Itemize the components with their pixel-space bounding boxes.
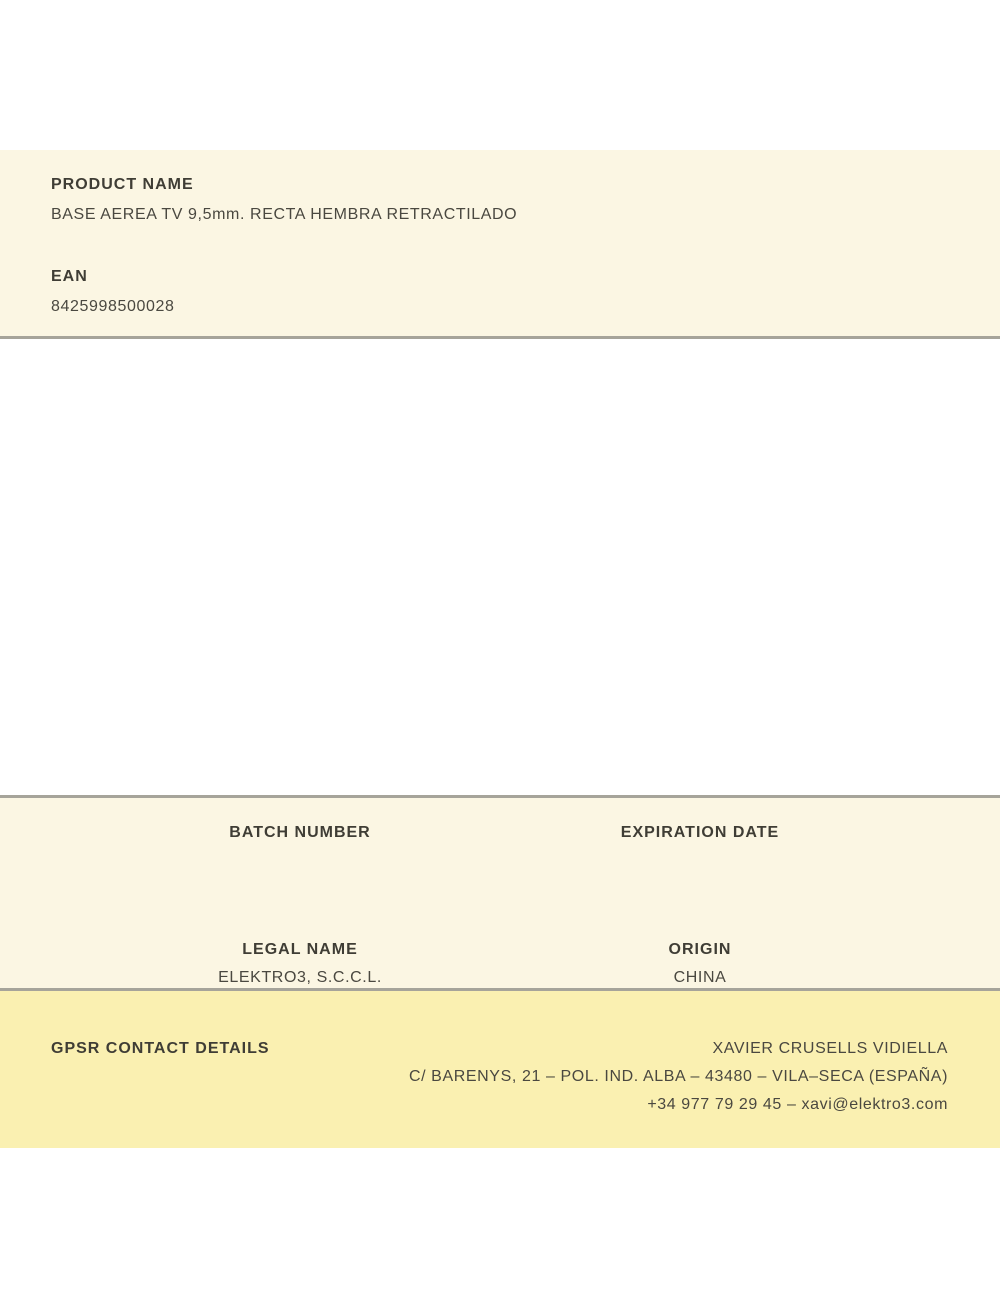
ean-field [51,269,960,315]
batch-origin-section [0,795,1000,991]
expiration-date-label: EXPIRATION DATE [620,824,780,841]
legal-origin-row [100,942,900,986]
product-name-field [51,177,960,223]
gpsr-contact-address: C/ BARENYS, 21 – POL. IND. ALBA – 43480 – VILA–SECA (ESPAÑA) [408,1068,948,1085]
expiration-date-field [500,825,900,869]
gpsr-contact-name: XAVIER CRUSELLS VIDIELLA [712,1040,948,1057]
product-name-value: BASE AEREA TV 9,5mm. RECTA HEMBRA RETRACTILADO [51,206,518,223]
origin-label: ORIGIN [668,941,732,958]
product-info-section [0,150,1000,339]
gpsr-contact-phone-email: +34 977 79 29 45 – xavi@elektro3.com [647,1096,948,1113]
expiration-date-value [500,852,900,869]
legal-name-value: ELEKTRO3, S.C.C.L. [218,969,382,986]
gpsr-contact-section [0,991,1000,1148]
batch-expiration-row [100,798,900,869]
origin-field [500,942,900,986]
batch-number-label: BATCH NUMBER [229,824,371,841]
legal-name-field [100,942,500,986]
gpsr-contact-title: GPSR CONTACT DETAILS [51,1040,270,1057]
product-name-label: PRODUCT NAME [51,176,194,193]
legal-name-label: LEGAL NAME [242,941,358,958]
ean-label: EAN [51,268,88,285]
ean-value: 8425998500028 [51,298,175,315]
origin-value: CHINA [673,969,727,986]
batch-number-value [100,852,500,869]
gpsr-contact-details [409,1035,948,1119]
batch-number-field [100,825,500,869]
